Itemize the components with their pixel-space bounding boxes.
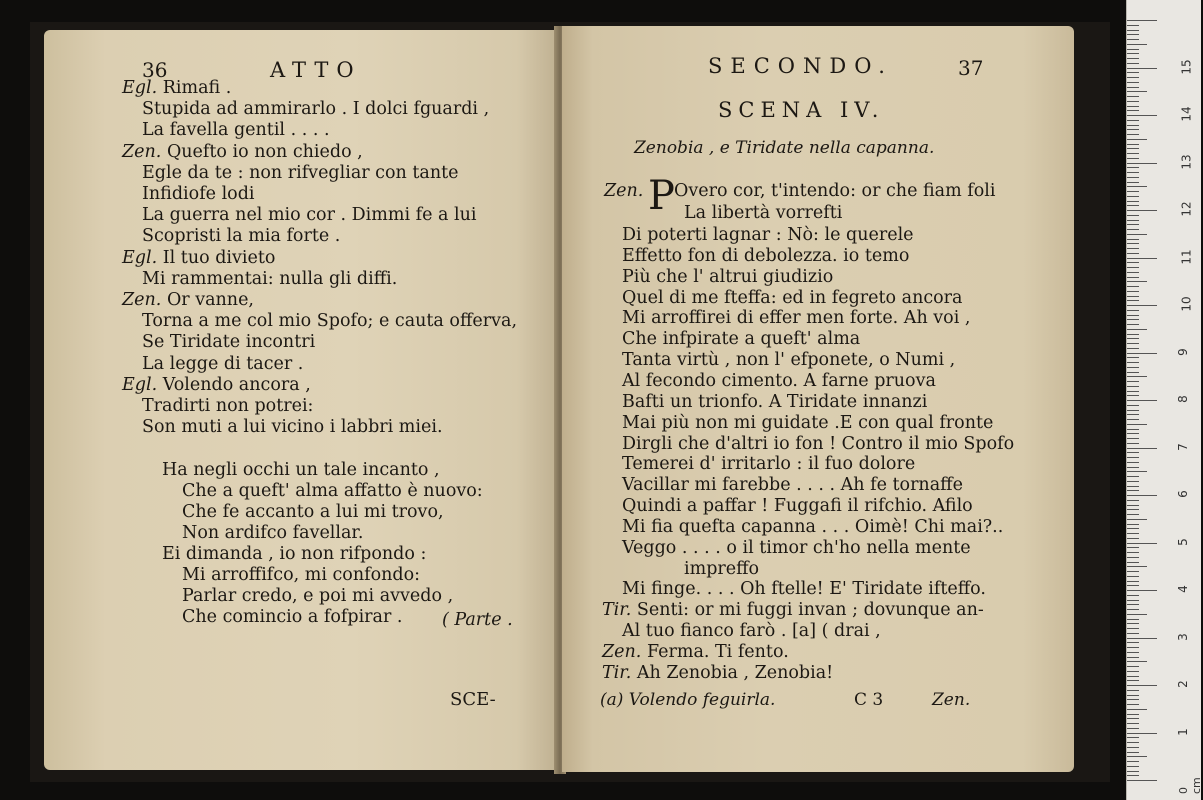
ruler-tick [1127, 39, 1139, 40]
ruler-tick [1127, 547, 1139, 548]
line-text: impreffo [684, 558, 760, 579]
speaker-label: Egl. [122, 78, 158, 98]
ruler-tick [1127, 182, 1139, 183]
ruler-tick [1127, 543, 1157, 544]
ruler-number: 15 [1179, 58, 1194, 75]
ruler-tick [1127, 661, 1147, 662]
ruler-tick [1127, 680, 1139, 681]
ruler-tick [1127, 509, 1139, 510]
ruler-tick [1127, 30, 1139, 31]
ruler-tick [1127, 505, 1139, 506]
dialogue-line [622, 496, 973, 516]
ruler-tick [1127, 34, 1139, 35]
ruler-tick [1127, 362, 1139, 363]
speaker-label: Zen. [122, 141, 162, 162]
ruler-tick [1127, 319, 1139, 320]
dialogue-line [622, 350, 955, 370]
line-text: Senti: or mi fuggi invan ; dovunque an- [636, 600, 984, 621]
dialogue-line [622, 475, 963, 495]
dialogue-line [122, 290, 254, 310]
aria-exit: ( Parte . [442, 610, 513, 630]
line-text: Effetto fon di debolezza. io temo [622, 245, 910, 266]
ruler-tick [1127, 196, 1139, 197]
ruler-tick [1127, 386, 1139, 387]
ruler-tick [1127, 723, 1139, 724]
ruler-tick [1127, 642, 1139, 643]
ruler-tick [1127, 172, 1139, 173]
ruler-tick [1127, 633, 1139, 634]
right-page-number: 37 [958, 56, 984, 80]
ruler-tick [1127, 248, 1139, 249]
ruler-tick [1127, 134, 1139, 135]
line-text: Infidiofe lodi [142, 184, 255, 204]
dialogue-line [622, 434, 1014, 454]
ruler-tick [1127, 201, 1139, 202]
line-text: Veggo . . . . o il timor ch'ho nella mente [622, 537, 971, 558]
left-page-number: 36 [142, 58, 168, 82]
line-text: Temerei d' irritarlo : il fuo dolore [622, 454, 916, 475]
ruler-tick [1127, 120, 1139, 121]
ruler-tick [1127, 685, 1157, 686]
dialogue-line [142, 354, 303, 374]
ruler-tick [1127, 471, 1147, 472]
ruler-tick [1127, 296, 1139, 297]
ruler-tick [1127, 524, 1139, 525]
dialogue-line [122, 375, 311, 395]
ruler-tick [1127, 177, 1139, 178]
ruler-tick [1127, 761, 1139, 762]
ruler-tick [1127, 68, 1157, 69]
line-text: Quel di me fteffa: ed in fegreto ancora [622, 287, 963, 308]
ruler-tick [1127, 424, 1147, 425]
dialogue-line [142, 120, 330, 140]
ruler-tick [1127, 101, 1139, 102]
dialogue-line [622, 225, 914, 245]
line-text: Mi fia quefta capanna . . . Oimè! Chi mai?.. [622, 516, 1004, 537]
ruler-tick [1127, 647, 1139, 648]
aria-line: Che a queft' alma affatto è nuovo: [182, 481, 483, 501]
ruler-tick [1127, 486, 1139, 487]
ruler-tick [1127, 77, 1139, 78]
line-text: Più che l' altrui giudizio [622, 266, 834, 287]
ruler-tick [1127, 766, 1139, 767]
dialogue-line [622, 371, 936, 391]
ruler-tick [1127, 500, 1139, 501]
ruler-tick [1127, 167, 1139, 168]
ruler-tick [1127, 153, 1139, 154]
ruler-tick [1127, 125, 1139, 126]
ruler-tick [1127, 91, 1147, 92]
scene-subtitle: Zenobia , e Tiridate nella capanna. [634, 138, 935, 158]
second-line: La libertà vorrefti [684, 203, 843, 223]
ruler-tick [1127, 25, 1139, 26]
first-line: Overo cor, t'intendo: or che fiam foli [674, 181, 996, 201]
ruler-tick [1127, 752, 1139, 753]
dialogue-line [142, 332, 315, 352]
measuring-ruler [1126, 0, 1201, 800]
ruler-tick [1127, 267, 1139, 268]
ruler-tick [1127, 343, 1139, 344]
dialogue-line [142, 311, 517, 331]
ruler-number: 10 [1179, 296, 1194, 312]
dialogue-line [684, 559, 759, 579]
ruler-number: 2 [1175, 680, 1190, 688]
signature-mark: C 3 [854, 690, 884, 710]
line-text: La legge di tacer . [142, 353, 304, 374]
ruler-tick [1127, 481, 1139, 482]
line-text: Rimafi . [162, 78, 232, 98]
ruler-tick [1127, 638, 1157, 639]
ruler-tick [1127, 277, 1139, 278]
line-text: Mi arroffirei di effer men forte. Ah voi , [622, 308, 971, 329]
ruler-tick [1127, 291, 1139, 292]
ruler-tick [1127, 443, 1139, 444]
left-catchword: SCE- [450, 689, 496, 710]
dialogue-line [142, 226, 340, 246]
ruler-tick [1127, 657, 1139, 658]
line-text: Mai più non mi guidate .E con qual fronte [622, 412, 994, 433]
ruler-number: 9 [1175, 347, 1190, 356]
ruler-number: 8 [1175, 395, 1190, 403]
ruler-tick [1127, 53, 1139, 54]
ruler-tick [1127, 528, 1139, 529]
ruler-tick [1127, 557, 1139, 558]
dialogue-line [142, 205, 476, 225]
speaker-label: Zen. [602, 642, 642, 662]
ruler-tick [1127, 448, 1157, 449]
ruler-tick [1127, 300, 1139, 301]
line-text: Quindi a paffar ! Fuggafi il rifchio. Afilo [622, 496, 973, 517]
ruler-tick [1127, 733, 1157, 734]
ruler-tick [1127, 148, 1139, 149]
ruler-tick [1127, 329, 1147, 330]
ruler-tick [1127, 538, 1139, 539]
ruler-tick [1127, 96, 1139, 97]
dialogue-line [622, 267, 833, 287]
ruler-number: 1 [1175, 727, 1190, 736]
ruler-tick [1127, 72, 1139, 73]
speaker-label: Tir. [602, 662, 632, 683]
ruler-tick [1127, 671, 1139, 672]
ruler-tick [1127, 433, 1139, 434]
ruler-number: 5 [1175, 537, 1190, 546]
speaker-label: Zen. [122, 290, 162, 310]
aria-line: Parlar credo, e poi mi avvedo , [182, 586, 454, 606]
line-text: Volendo ancora , [162, 374, 311, 395]
ruler-tick [1127, 315, 1139, 316]
ruler-tick [1127, 205, 1139, 206]
line-text: Mi finge. . . . Oh ftelle! E' Tiridate ifteffo. [622, 579, 986, 600]
dialogue-line [602, 663, 833, 683]
ruler-tick [1127, 690, 1139, 691]
ruler-tick [1127, 210, 1157, 211]
ruler-tick [1127, 139, 1147, 140]
dialogue-line [142, 396, 313, 416]
ruler-tick [1127, 552, 1139, 553]
dialogue-line [622, 454, 915, 474]
ruler-tick [1127, 609, 1139, 610]
ruler-tick [1127, 253, 1139, 254]
ruler-tick [1127, 467, 1139, 468]
ruler-tick [1127, 666, 1139, 667]
dialogue-line [622, 621, 881, 641]
dialogue-line [122, 78, 231, 98]
ruler-tick [1127, 780, 1157, 781]
ruler-number: 12 [1179, 201, 1194, 217]
ruler-tick [1127, 106, 1139, 107]
ruler-unit-label: 0 cm [1177, 777, 1203, 794]
aria-line: Ha negli occhi un tale incanto , [162, 460, 440, 480]
line-text: Ah Zenobia , Zenobia! [636, 662, 834, 683]
line-text: Egle da te : non rifvegliar con tante [142, 162, 459, 183]
line-text: Vacillar mi farebbe . . . . Ah fe tornaffe [622, 475, 963, 496]
ruler-tick [1127, 381, 1139, 382]
ruler-number: 13 [1179, 153, 1194, 170]
ruler-tick [1127, 405, 1139, 406]
ruler-tick [1127, 771, 1139, 772]
dialogue-line [142, 417, 443, 437]
ruler-tick [1127, 286, 1139, 287]
first-speaker: Zen. [604, 181, 644, 201]
aria-line: Che comincio a fofpirar . [182, 607, 403, 627]
ruler-tick [1127, 372, 1139, 373]
line-text: Bafti un trionfo. A Tiridate innanzi [622, 391, 928, 412]
line-text: Che infpirate a queft' alma [622, 329, 861, 350]
ruler-tick [1127, 158, 1139, 159]
footnote: (a) Volendo feguirla. [600, 690, 776, 710]
speaker-label: Egl. [122, 374, 158, 395]
ruler-tick [1127, 224, 1139, 225]
ruler-tick [1127, 220, 1139, 221]
ruler-tick [1127, 533, 1139, 534]
ruler-tick [1127, 20, 1157, 21]
line-text: Quefto io non chiedo , [166, 141, 363, 162]
ruler-tick [1127, 58, 1139, 59]
ruler-tick [1127, 419, 1139, 420]
ruler-tick [1127, 110, 1139, 111]
ruler-tick [1127, 438, 1139, 439]
ruler-tick [1127, 676, 1139, 677]
ruler-tick [1127, 234, 1147, 235]
ruler-tick [1127, 652, 1139, 653]
ruler-tick [1127, 310, 1139, 311]
ruler-tick [1127, 400, 1157, 401]
dialogue-line [622, 517, 1003, 537]
right-running-head: SECONDO. [708, 54, 893, 78]
ruler-tick [1127, 243, 1139, 244]
ruler-tick [1127, 775, 1139, 776]
line-text: Dirgli che d'altri io fon ! Contro il mio Spofo [622, 433, 1015, 454]
line-text: Ferma. Ti fento. [646, 642, 789, 662]
left-running-head: ATTO [270, 58, 362, 82]
line-text: Mi rammentai: nulla gli diffi. [142, 268, 398, 289]
ruler-tick [1127, 82, 1139, 83]
ruler-tick [1127, 709, 1147, 710]
drop-cap: P [648, 173, 675, 219]
ruler-tick [1127, 49, 1139, 50]
ruler-tick [1127, 281, 1147, 282]
ruler-tick [1127, 462, 1139, 463]
ruler-tick [1127, 566, 1147, 567]
speaker-label: Egl. [122, 247, 158, 268]
ruler-tick [1127, 571, 1139, 572]
ruler-tick [1127, 619, 1139, 620]
ruler-tick [1127, 429, 1139, 430]
line-text: Al fecondo cimento. A farne pruova [622, 370, 936, 391]
ruler-tick [1127, 410, 1139, 411]
ruler-tick [1127, 144, 1139, 145]
ruler-tick [1127, 747, 1139, 748]
ruler-tick [1127, 457, 1139, 458]
line-text: Son muti a lui vicino i labbri miei. [142, 417, 443, 438]
ruler-tick [1127, 353, 1157, 354]
line-text: Di poterti lagnar : Nò: le querele [622, 225, 914, 245]
ruler-tick [1127, 186, 1147, 187]
aria-line: Ei dimanda , io non rifpondo : [162, 544, 427, 564]
ruler-tick [1127, 519, 1147, 520]
ruler-tick [1127, 258, 1157, 259]
scene-title: SCENA IV. [718, 98, 885, 122]
dialogue-line [142, 163, 458, 183]
ruler-tick [1127, 395, 1139, 396]
ruler-tick [1127, 391, 1139, 392]
line-text: Or vanne, [166, 290, 254, 310]
ruler-tick [1127, 699, 1139, 700]
ruler-tick [1127, 728, 1139, 729]
line-text: Tanta virtù , non l' efponete, o Numi , [622, 350, 956, 371]
line-text: Il tuo divieto [162, 247, 276, 268]
ruler-tick [1127, 714, 1139, 715]
ruler-tick [1127, 305, 1157, 306]
ruler-tick [1127, 604, 1139, 605]
ruler-tick [1127, 742, 1139, 743]
ruler-tick [1127, 262, 1139, 263]
dialogue-line [622, 308, 970, 328]
right-catchword: Zen. [932, 690, 971, 710]
ruler-tick [1127, 600, 1139, 601]
line-text: La favella gentil . . . . [142, 120, 330, 141]
ruler-tick [1127, 376, 1147, 377]
ruler-tick [1127, 581, 1139, 582]
ruler-tick [1127, 44, 1147, 45]
line-text: Stupida ad ammirarlo . I dolci fguardi , [142, 99, 490, 120]
ruler-number: 4 [1175, 585, 1190, 593]
dialogue-line [622, 538, 971, 558]
dialogue-line [142, 184, 255, 204]
ruler-tick [1127, 357, 1139, 358]
dialogue-line [622, 413, 993, 433]
dialogue-line [622, 288, 962, 308]
ruler-tick [1127, 452, 1139, 453]
aria-line: Mi arroffifco, mi confondo: [182, 565, 421, 585]
ruler-tick [1127, 628, 1139, 629]
ruler-tick [1127, 129, 1139, 130]
ruler-tick [1127, 334, 1139, 335]
dialogue-line [142, 99, 489, 119]
ruler-tick [1127, 63, 1139, 64]
dialogue-line [122, 142, 363, 162]
line-text: Al tuo fianco farò . [a] ( drai , [622, 621, 881, 642]
line-text: Scopristi la mia forte . [142, 226, 341, 247]
dialogue-line [142, 269, 397, 289]
ruler-tick [1127, 367, 1139, 368]
speaker-label: Tir. [602, 600, 632, 621]
ruler-tick [1127, 590, 1157, 591]
line-text: Se Tiridate incontri [142, 332, 316, 353]
ruler-tick [1127, 585, 1139, 586]
ruler-tick [1127, 718, 1139, 719]
dialogue-line [622, 329, 860, 349]
ruler-tick [1127, 514, 1139, 515]
dialogue-line [622, 579, 986, 599]
dialogue-line [122, 248, 275, 268]
ruler-tick [1127, 87, 1139, 88]
dialogue-line [602, 642, 789, 662]
ruler-tick [1127, 562, 1139, 563]
ruler-tick [1127, 695, 1139, 696]
dialogue-line [602, 600, 984, 620]
ruler-tick [1127, 191, 1139, 192]
ruler-tick [1127, 229, 1139, 230]
ruler-tick [1127, 576, 1139, 577]
ruler-number: 14 [1179, 106, 1194, 122]
aria-line: Non ardifco favellar. [182, 523, 364, 543]
line-text: La guerra nel mio cor . Dimmi fe a lui [142, 205, 477, 226]
ruler-tick [1127, 414, 1139, 415]
ruler-tick [1127, 623, 1139, 624]
aria-line: Che fe accanto a lui mi trovo, [182, 502, 444, 522]
ruler-tick [1127, 614, 1147, 615]
ruler-number: 11 [1179, 248, 1194, 265]
ruler-tick [1127, 163, 1157, 164]
ruler-tick [1127, 737, 1139, 738]
ruler-tick [1127, 476, 1139, 477]
ruler-tick [1127, 272, 1139, 273]
ruler-number: 3 [1175, 632, 1190, 641]
ruler-number: 7 [1175, 442, 1190, 451]
left-page [44, 30, 558, 770]
ruler-tick [1127, 495, 1157, 496]
ruler-tick [1127, 348, 1139, 349]
dialogue-line [622, 246, 909, 266]
ruler-tick [1127, 595, 1139, 596]
ruler-tick [1127, 324, 1139, 325]
ruler-tick [1127, 704, 1139, 705]
ruler-tick [1127, 490, 1139, 491]
ruler-tick [1127, 338, 1139, 339]
ruler-tick [1127, 215, 1139, 216]
ruler-tick [1127, 239, 1139, 240]
line-text: Tradirti non potrei: [142, 396, 314, 416]
dialogue-line [622, 392, 927, 412]
ruler-tick [1127, 756, 1147, 757]
line-text: Torna a me col mio Spofo; e cauta offerva, [142, 311, 518, 332]
ruler-tick [1127, 115, 1157, 116]
right-page [562, 26, 1074, 772]
ruler-number: 6 [1175, 490, 1190, 498]
